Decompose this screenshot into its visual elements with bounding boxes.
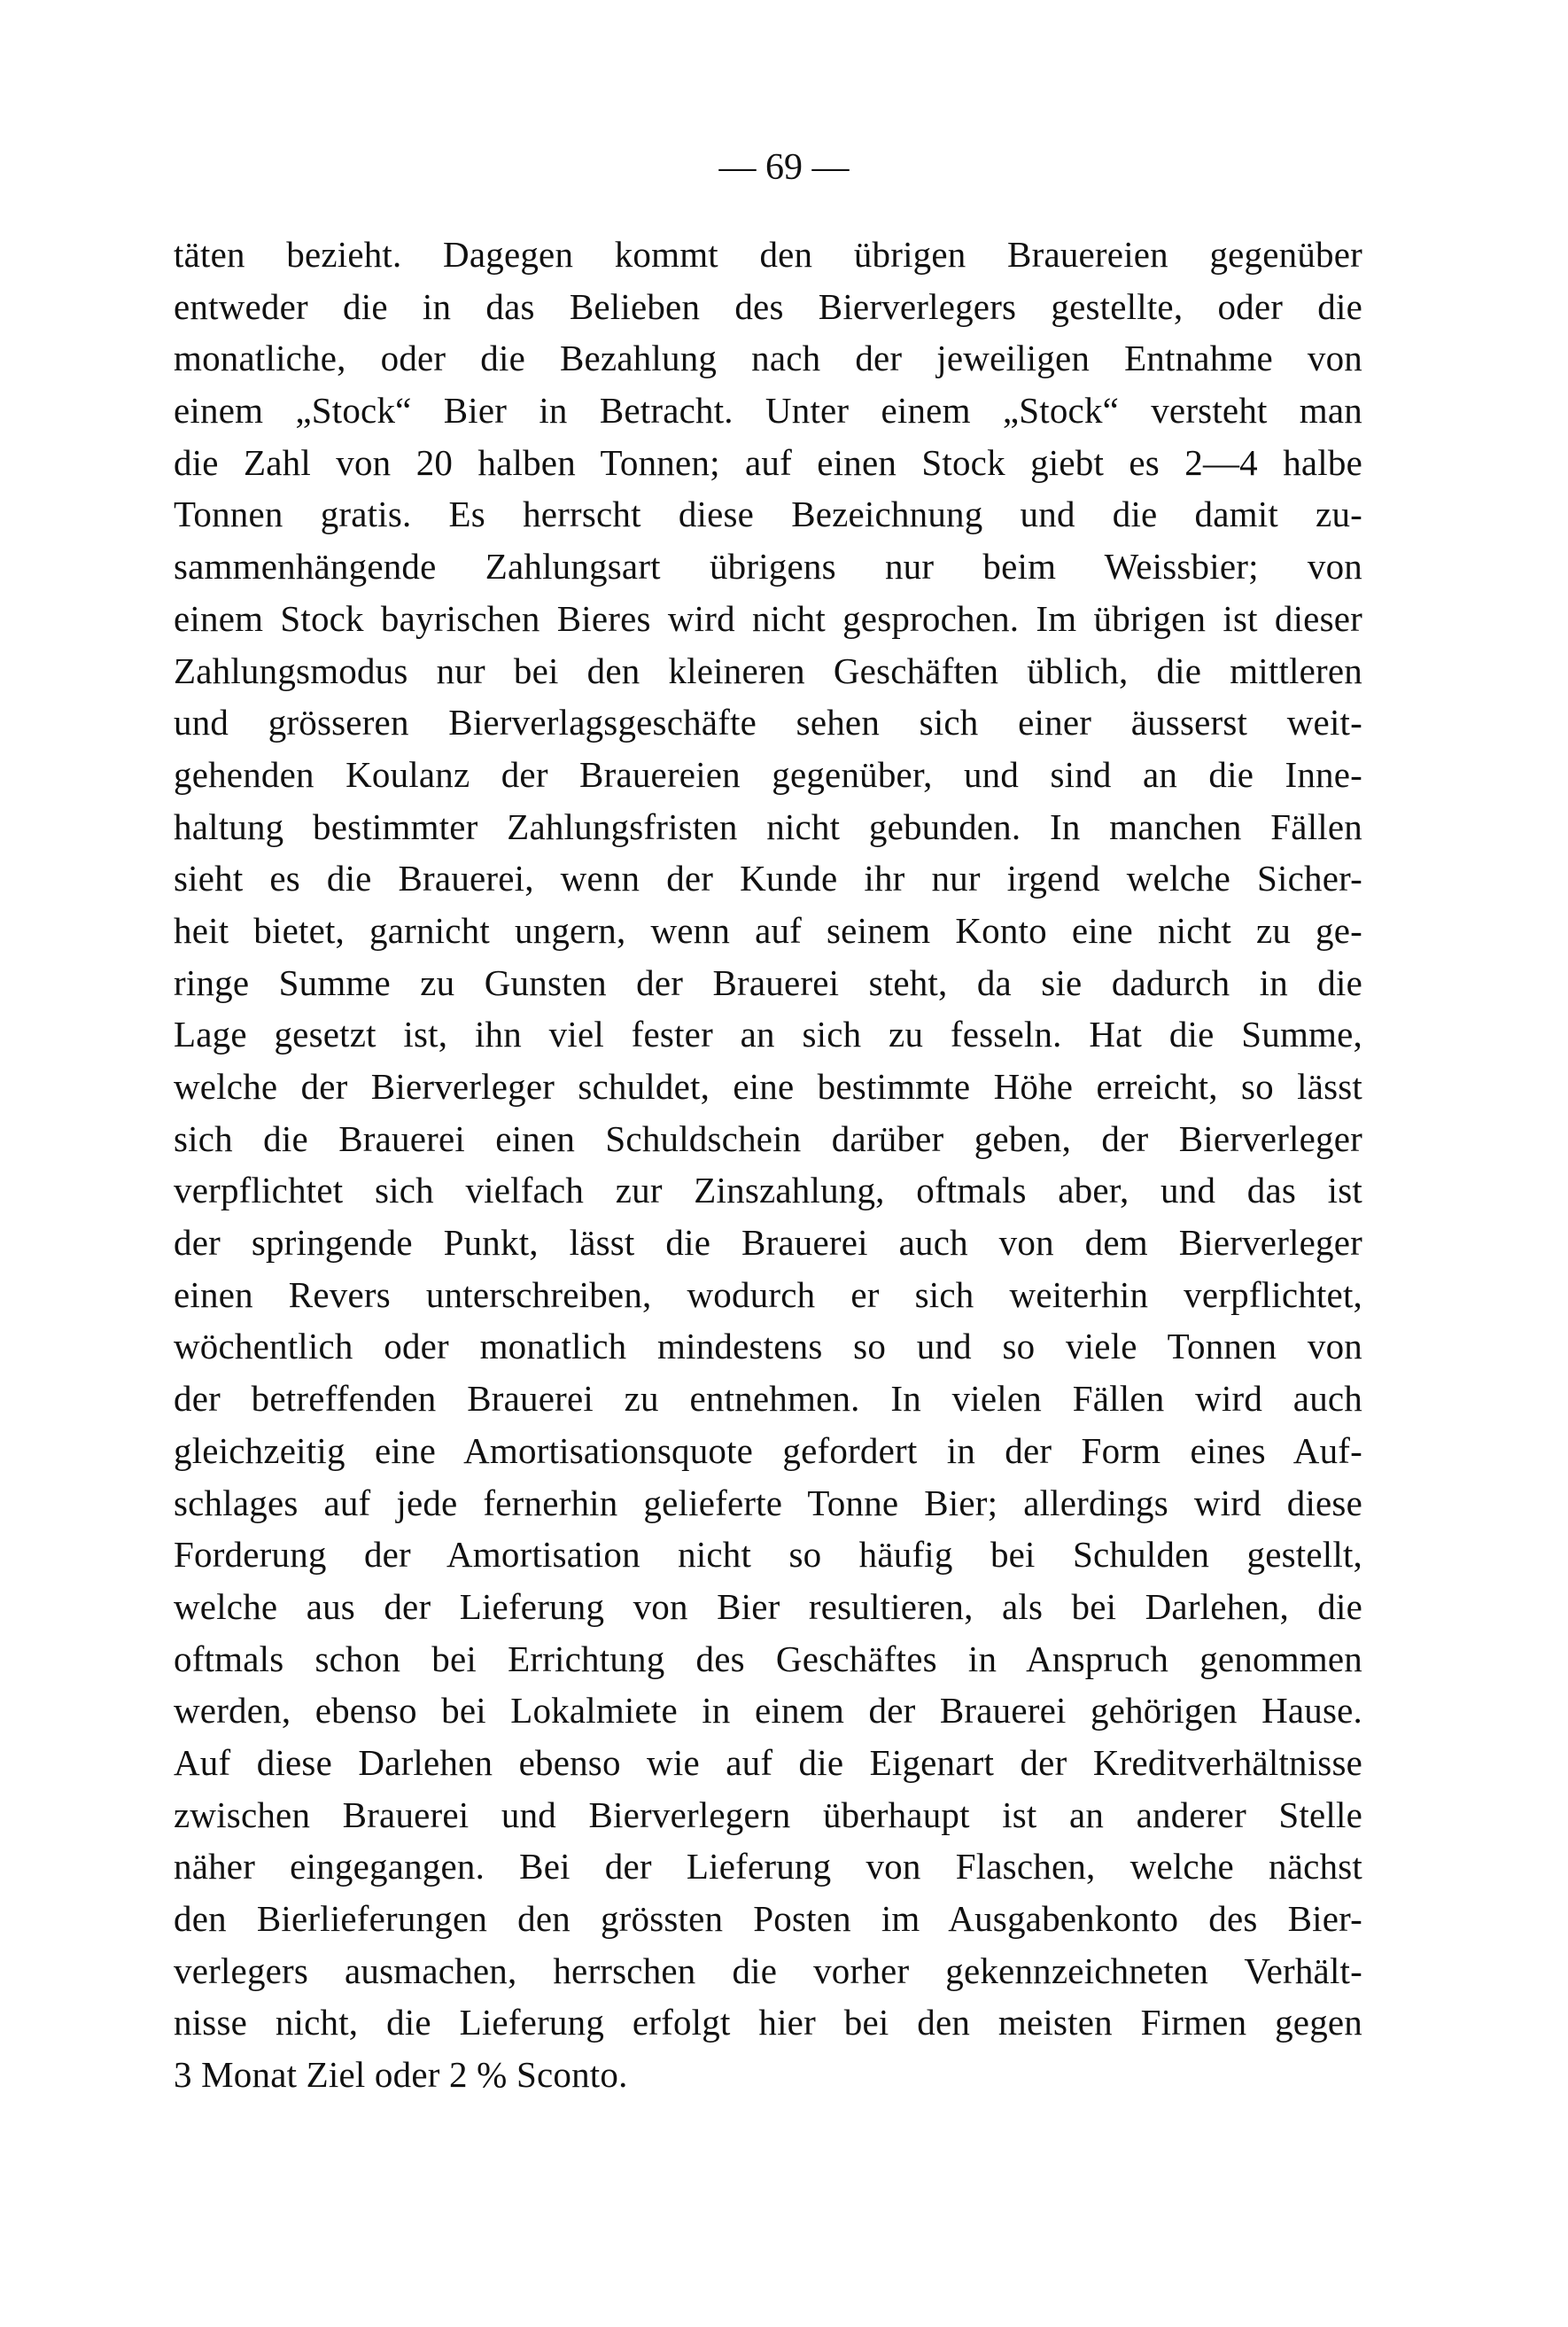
page-number: — 69 — bbox=[718, 147, 850, 188]
text-line: Lage gesetzt ist, ihn viel fester an sich zu fesseln. Hat die Summe, bbox=[174, 1014, 1362, 1055]
text-line: haltung bestimmter Zahlungsfristen nicht gebunden. In manchen Fällen bbox=[174, 806, 1362, 847]
text-line: und grösseren Bierverlagsgeschäfte sehen sich einer äusserst weit- bbox=[174, 702, 1362, 743]
body-text bbox=[174, 229, 1362, 2101]
text-line: Tonnen gratis. Es herrscht diese Bezeichnung und die damit zu- bbox=[174, 494, 1362, 535]
text-line: einem „Stock“ Bier in Betracht. Unter einem „Stock“ versteht man bbox=[174, 390, 1362, 432]
text-line: Auf diese Darlehen ebenso wie auf die Eigenart der Kreditverhältnisse bbox=[174, 1741, 1362, 1783]
text-line: welche der Bierverleger schuldet, eine bestimmte Höhe erreicht, so lässt bbox=[174, 1066, 1362, 1107]
text-line: schlages auf jede fernerhin gelieferte Tonne Bier; allerdings wird diese bbox=[174, 1482, 1362, 1523]
text-line: ringe Summe zu Gunsten der Brauerei steht, da sie dadurch in die bbox=[174, 961, 1362, 1003]
text-line: gleichzeitig eine Amortisationsquote gefordert in der Form eines Auf- bbox=[174, 1429, 1362, 1471]
text-line: werden, ebenso bei Lokalmiete in einem der Brauerei gehörigen Hause. bbox=[174, 1690, 1362, 1732]
text-line: verpflichtet sich vielfach zur Zinszahlung, oftmals aber, und das ist bbox=[174, 1170, 1362, 1211]
text-line: sieht es die Brauerei, wenn der Kunde ihr nur irgend welche Sicher- bbox=[174, 858, 1362, 899]
text-line: einem Stock bayrischen Bieres wird nicht gesprochen. Im übrigen ist dieser bbox=[174, 597, 1362, 639]
text-line: sich die Brauerei einen Schuldschein darüber geben, der Bierverleger bbox=[174, 1117, 1362, 1159]
text-line: einen Revers unterschreiben, wodurch er sich weiterhin verpflichtet, bbox=[174, 1273, 1362, 1315]
text-line: verlegers ausmachen, herrschen die vorher gekennzeichneten Verhält- bbox=[174, 1950, 1362, 1991]
text-line: wöchentlich oder monatlich mindestens so und so viele Tonnen von bbox=[174, 1326, 1362, 1367]
text-line: täten bezieht. Dagegen kommt den übrigen Brauereien gegenüber bbox=[174, 234, 1362, 275]
text-line: Zahlungsmodus nur bei den kleineren Geschäften üblich, die mittleren bbox=[174, 650, 1362, 691]
text-line: sammenhängende Zahlungsart übrigens nur beim Weissbier; von bbox=[174, 546, 1362, 588]
text-line: heit bietet, garnicht ungern, wenn auf seinem Konto eine nicht zu ge- bbox=[174, 909, 1362, 951]
text-line: nisse nicht, die Lieferung erfolgt hier bei den meisten Firmen gegen bbox=[174, 2002, 1362, 2043]
text-line: gehenden Koulanz der Brauereien gegenüber, und sind an die Inne- bbox=[174, 753, 1362, 795]
text-line: der betreffenden Brauerei zu entnehmen. In vielen Fällen wird auch bbox=[174, 1378, 1362, 1420]
text-line: die Zahl von 20 halben Tonnen; auf einen Stock giebt es 2—4 halbe bbox=[174, 441, 1362, 483]
text-line: oftmals schon bei Errichtung des Geschäftes in Anspruch genommen bbox=[174, 1638, 1362, 1679]
text-line: entweder die in das Belieben des Bierverlegers gestellte, oder die bbox=[174, 285, 1362, 327]
text-line: den Bierlieferungen den grössten Posten im Ausgabenkonto des Bier- bbox=[174, 1898, 1362, 1939]
text-line: näher eingegangen. Bei der Lieferung von Flaschen, welche nächst bbox=[174, 1846, 1362, 1887]
text-line: zwischen Brauerei und Bierverlegern überhaupt ist an anderer Stelle bbox=[174, 1794, 1362, 1835]
text-line: welche aus der Lieferung von Bier resultieren, als bei Darlehen, die bbox=[174, 1585, 1362, 1627]
text-line: 3 Monat Ziel oder 2 % Sconto. bbox=[174, 2054, 628, 2096]
text-line: der springende Punkt, lässt die Brauerei auch von dem Bierverleger bbox=[174, 1222, 1362, 1264]
text-line: Forderung der Amortisation nicht so häufig bei Schulden gestellt, bbox=[174, 1534, 1362, 1576]
text-line: monatliche, oder die Bezahlung nach der jeweiligen Entnahme von bbox=[174, 338, 1362, 379]
